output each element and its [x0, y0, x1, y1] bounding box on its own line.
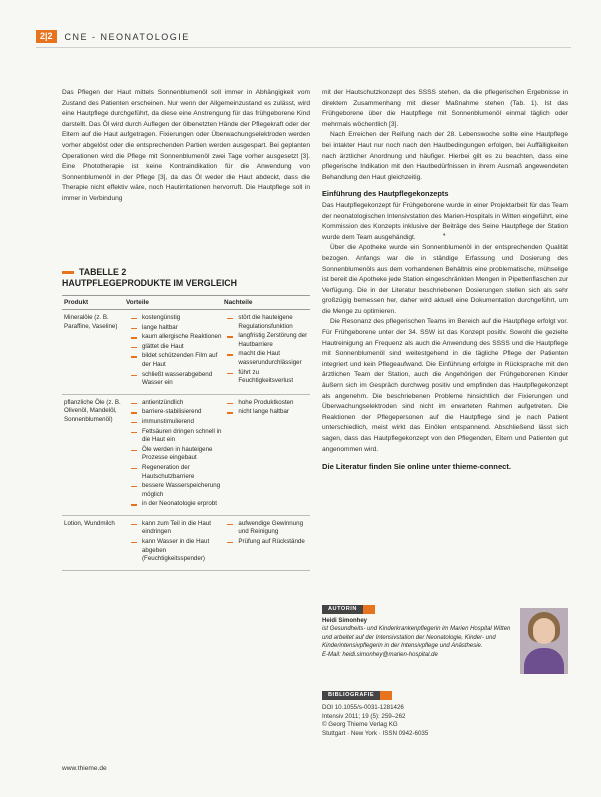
list-item: stört die hauteigene Regulationsfunktion: [225, 314, 310, 331]
list-item: kann zum Teil in die Haut eindringen: [129, 520, 225, 537]
list-item: Regeneration der Hautschutzbarriere: [129, 464, 225, 481]
photo-body: [524, 648, 564, 674]
table-subtitle: HAUTPFLEGEPRODUKTE IM VERGLEICH: [62, 278, 237, 288]
cell-nachteile: [225, 399, 310, 510]
body-paragraph: Über die Apotheke wurde ein Sonnenblumenöl in der entsprechenden Qualität bezogen. Anfangs war die in ständige Erfassung und Dosierung des Sonnenblumenöls aus dem vorhandenen Behältnis eine problematische, mühselige ist bereit die Apotheke jede Station eingeschränkten Mengen in Pipettenflaschen zur Verfügung. Die in der Literatur beschriebenen Dosierungen stellen sich als sehr großzügig bemessen her, daher wird aktuell eine Dokumentation durchgeführt, um die Menge zu optimieren.: [322, 244, 568, 315]
tag-accent: [380, 691, 392, 700]
list-item: macht die Haut wasserundurchlässiger: [225, 350, 310, 367]
cell-nachteile: [225, 314, 310, 389]
author-tag-label: AUTORIN: [322, 605, 363, 614]
doi-line: DOI 10.1055/s-0031-1281426: [322, 704, 404, 711]
footer-url[interactable]: www.thieme.de: [62, 765, 107, 772]
section-heading: Einführung des Hautpflegekonzepts: [322, 189, 449, 199]
body-paragraph: Nach Erreichen der Reifung nach der 28. Lebenswoche sollte eine Hautpflege bei intakter Haut nur noch nach den Hautbedingungen erfolgen, bei Auffälligkeiten nach ärztlicher Anordnung und häufiger. Hierbei gilt es zu beachten, dass eine pflegerische Indikation mit den Hautbedürfnissen in ihrem Ausmaß angewendeten Behandlung den Haut gleichzeitig.: [322, 131, 568, 181]
table-title: [62, 267, 310, 278]
list-item: bildet schützenden Film auf der Haut: [129, 352, 225, 369]
cell-produkt: Lotion, Wundmilch: [64, 519, 115, 527]
section-title: CNE - NEONATOLOGIE: [64, 31, 190, 42]
author-name: Heidi Simonhey: [322, 618, 368, 624]
list-item: immunstimulierend: [129, 418, 225, 427]
page-header: [36, 30, 190, 43]
biblio-tag-label: BIBLIOGRAFIE: [322, 691, 380, 700]
list-item: langfristig Zerstörung der Hautbarriere: [225, 332, 310, 349]
issn-line: Stuttgart · New York · ISSN 0942-6035: [322, 729, 429, 737]
list-item: nicht lange haltbar: [225, 408, 310, 417]
list-item: kann Wasser in die Haut abgeben (Feuchtigkeitsspender): [129, 538, 225, 564]
body-paragraph: mit der Hautschutzkonzept des SSSS stehen, da die pflegerischen Ergebnisse in direktem Zusammenhang mit dieser Maßnahme stehen (Tab. 1). Ist das Frühgeborene über die Hautpflege mit Sonnenblumenöl einmal täglich oder mehrmals wöchentlich [3].: [322, 89, 568, 128]
publisher-line: © Georg Thieme Verlag KG: [322, 721, 398, 729]
body-paragraph: Das Hautpflegekonzept für Frühgeborene wurde in einer Projektarbeit für das Team der neonatologischen Intensivstation des Marien-Hospitals in Witten eingeführt, eine Kommission des Konzepts inklusive der Beiträge des Seine Hautpflege der Station wurde dem Team ausgehändigt.: [322, 201, 568, 241]
table-row: [62, 516, 310, 571]
photo-face: [533, 618, 555, 644]
table-number: TABELLE 2: [79, 267, 127, 277]
cell-vorteile: [129, 314, 225, 389]
table-row: [62, 310, 310, 395]
biblio-tag: [322, 691, 568, 700]
title-accent-bar: [62, 271, 74, 274]
list-item: glättet die Haut: [129, 343, 225, 352]
list-item: lange haltbar: [129, 324, 225, 333]
list-item: hohe Produktkosten: [225, 399, 310, 408]
right-column: [322, 88, 568, 473]
tag-accent: [363, 605, 375, 614]
cell-vorteile: [129, 399, 225, 510]
cell-produkt: Mineralöle (z. B. Paraffine, Vaseline): [64, 314, 118, 330]
list-item: Fettsäuren dringen schnell in die Haut ein: [129, 428, 225, 445]
page-number: 2|2: [36, 30, 57, 43]
cell-produkt: pflanzliche Öle (z. B. Olivenöl, Mandelöl, Sonnenblumenöl): [64, 398, 121, 423]
left-column: [62, 88, 310, 205]
list-item: Öle werden in hauteigene Prozesse eingebaut: [129, 446, 225, 463]
cell-vorteile: [129, 520, 225, 565]
list-item: führt zu Feuchtigkeitsverlust: [225, 369, 310, 386]
header-produkt: Produkt: [64, 299, 89, 306]
body-paragraph: Die Resonanz des pflegerischen Teams im Bereich auf die Hautpflege erfolgt vor. Für Frühgeborene unter der 34. SSW ist das Konzept positiv. Sowohl die gezielte Hautreinigung an Frequenz als auch die Anwendung des SSSS und die Hautpflege mit Sonnenblumenöl sind weitestgehend in die tägliche Pflege der Patienten integriert und kein Pflegeaufwand. Die Einführung erfolgte in Rücksprache mit den ärztlichen Team der Station, auch die Angehörigen der Frühgeborenen Kinder äußern sich im Gespräch durchweg positiv und empfinden das Hautpflegekonzept als angenehm. Die beschriebenen Probleme hinsichtlich der Fixierungen und Überwachungselektroden sind nicht im erwarteten Rahmen aufgetreten. Die Reaktionen der Pflegepersonen auf die Hautpflege sind je nach Patient unterschiedlich, meist wirkt das Einölen entspannend. Abschließend lässt sich sagen, dass das Hautpflegekonzept von den Pflegenden, Eltern und Patienten gut angenommen wird.: [322, 318, 568, 453]
header-vorteile: Vorteile: [126, 299, 149, 306]
list-item: antientzündlich: [129, 399, 225, 408]
list-item: bessere Wasserspeicherung möglich: [129, 482, 225, 499]
author-photo: [520, 608, 568, 674]
list-item: Prüfung auf Rückstände: [225, 538, 310, 547]
header-nachteile: Nachteile: [224, 299, 253, 306]
header-divider: [36, 47, 571, 48]
body-paragraph: Das Pflegen der Haut mittels Sonnenblumenöl soll immer in Abhängigkeit vom Zustand des Patienten erscheinen. Nur wenn der Allgemeinzustand es zulässt, wird eine Hautpflege durchgeführt, da diese eine Anstrengung für das frühgeborene Kind darstellt. Das Öl wird durch Auflegen der ölbenetzten Hände der Pflegekraft oder der Eltern auf die Haut aufgetragen. Fixierungen oder Überwachungselektroden werden vorher abgelöst oder die entsprechenden Partien werden ausgespart. Bei geplanten Operationen wird die Pflege mit Sonnenblumenöl zwei Tage vorher ausgesetzt [3]. Eine Phototherapie ist keine Kontraindikation für die Anwendung von Sonnenblumenöl in der Pflege [3], da das Öl weder die Haut abdeckt, dass die Therapie nicht effektiv wäre, noch Hautirritationen hervorruft. Die Hautpflege soll in immer in Verbindung: [62, 89, 310, 202]
cell-nachteile: [225, 520, 310, 565]
list-item: schließt wasserabgebend Wasser ein: [129, 371, 225, 388]
author-text: [322, 617, 516, 674]
list-item: aufwendige Gewinnung und Reinigung: [225, 520, 310, 537]
table-header-row: [62, 295, 310, 310]
bibliography-box: [322, 691, 568, 738]
list-item: barriere-stabilisierend: [129, 408, 225, 417]
biblio-text: [322, 704, 568, 738]
bullet-dot: •: [443, 232, 446, 239]
literature-note[interactable]: Die Literatur finden Sie online unter thieme-connect.: [322, 462, 512, 472]
author-bio: ist Gesundheits- und Kinderkrankenpflegerin im Marien Hospital Witten und arbeitet auf der Intensivstation der Neonatologie, Kinder- und Kinderintensivpflegerin in der Intensivpflege und Anästhesie.: [322, 626, 511, 650]
journal-line: Intensiv 2011; 19 (5): 259–262: [322, 712, 406, 720]
author-box: [322, 605, 568, 674]
table-hautpflegeprodukte: [62, 267, 310, 571]
list-item: kostengünstig: [129, 314, 225, 323]
author-email[interactable]: E-Mail: heidi.simonhey@marien-hospital.de: [322, 651, 438, 658]
list-item: in der Neonatologie erprobt: [129, 500, 225, 509]
table-row: [62, 395, 310, 516]
author-content: [322, 617, 568, 674]
list-item: kaum allergische Reaktionen: [129, 333, 225, 342]
